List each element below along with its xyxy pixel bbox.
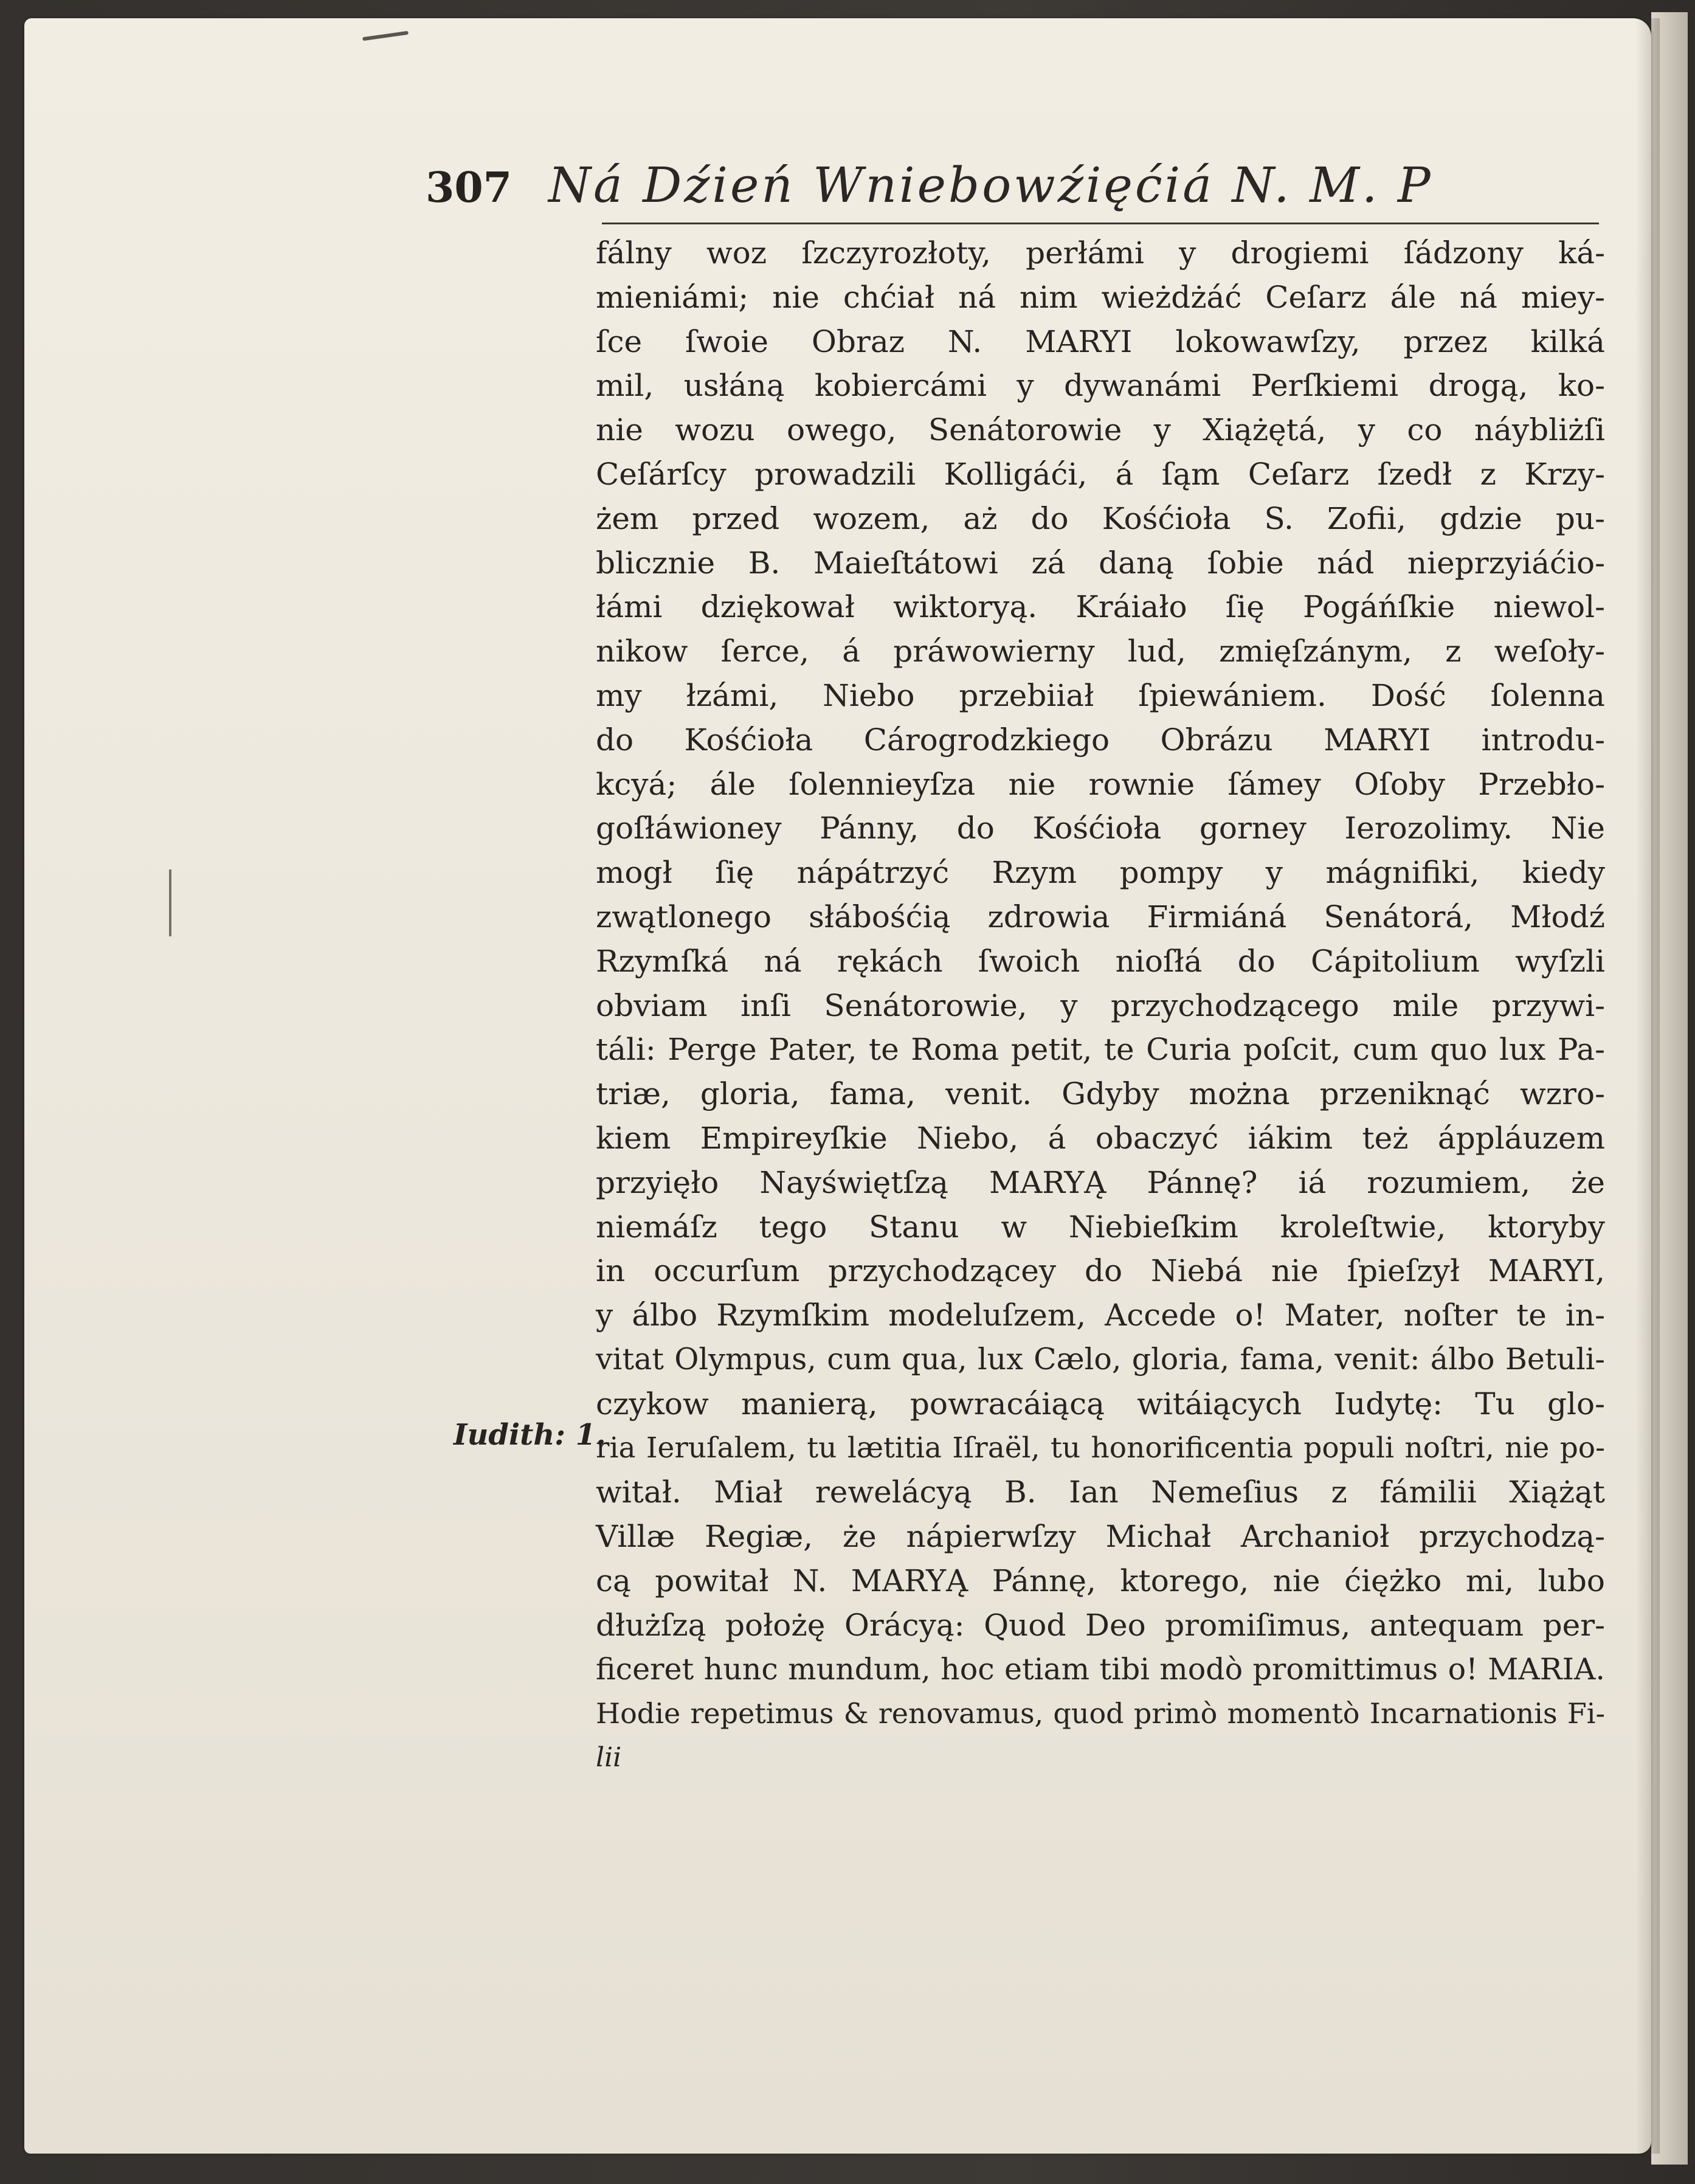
text-line: mogł ſię nápátrzyć Rzym pompy y mágnifiki, kiedy — [596, 855, 1605, 891]
running-title: Ná Dźień Wniebowźięćiá N. M. P — [548, 157, 1433, 213]
text-line: vitat Olympus, cum qua, lux Cælo, gloria, fama, venit: álbo Betuli- — [596, 1341, 1605, 1377]
text-line: Hodie repetimus & renovamus, quod primò momentò Incarnationis Fi- — [596, 1697, 1605, 1730]
text-line: łámi dziękował wiktoryą. Kráiało ſię Pogáńſkie niewol- — [596, 589, 1605, 625]
text-line: nikow ſerce, á práwowierny lud, zmięſzánym, z weſoły- — [596, 634, 1605, 669]
page-number: 307 — [426, 164, 512, 212]
header-rule — [602, 223, 1599, 224]
gutter-shadow — [1635, 18, 1660, 2154]
text-line: in occurſum przychodzącey do Niebá nie ſpieſzył MARYI, — [596, 1253, 1605, 1289]
text-line: kcyá; ále ſolennieyſza nie rownie ſámey Oſoby Przebło- — [596, 766, 1605, 802]
page-header — [426, 157, 1532, 224]
text-line: Ceſárſcy prowadzili Kolligáći, á ſąm Ceſarz ſzedł z Krzy- — [596, 456, 1605, 492]
text-line: mil, usłáną kobiercámi y dywanámi Perſkiemi drogą, ko- — [596, 368, 1605, 404]
text-line: obviam inſi Senátorowie, y przychodzącego mile przywi- — [596, 987, 1605, 1023]
text-line: fálny woz ſzczyrozłoty, perłámi y drogiemi ſádzony ká- — [596, 235, 1605, 271]
text-line: czykow manierą, powracáiącą witáiących Iudytę: Tu glo- — [596, 1386, 1605, 1422]
margin-note: Iudith: 1. — [454, 1418, 606, 1452]
page-crease — [169, 869, 171, 936]
text-line: Villæ Regiæ, że nápierwſzy Michał Archanioł przychodzą- — [596, 1519, 1605, 1555]
text-line: niemáſz tego Stanu w Niebieſkim kroleſtwie, ktoryby — [596, 1209, 1605, 1245]
text-line: zwątlonego słábośćią zdrowia Firmiáná Senátorá, Młodź — [596, 899, 1605, 935]
text-line: ficeret hunc mundum, hoc etiam tibi modò promittimus o! MARIA. — [596, 1651, 1605, 1687]
text-line: triæ, gloria, fama, venit. Gdyby można przeniknąć wzro- — [596, 1076, 1605, 1112]
text-line: mieniámi; nie chćiał ná nim wieżdżáć Ceſarz ále ná miey- — [596, 279, 1605, 315]
text-line: my łzámi, Niebo przebiiał ſpiewániem. Dość ſolenna — [596, 677, 1605, 713]
text-line: y álbo Rzymſkim modeluſzem, Accede o! Mater, noſter te in- — [596, 1298, 1605, 1333]
text-line: do Kośćioła Cárogrodzkiego Obrázu MARYI introdu- — [596, 722, 1605, 758]
text-line: nie wozu owego, Senátorowie y Xiążętá, y co náybliżſi — [596, 412, 1605, 448]
text-line: dłużſzą położę Orácyą: Quod Deo promiſimus, antequam per- — [596, 1607, 1605, 1643]
text-line: Rzymſká ná rękách ſwoich nioſłá do Cápitolium wyſzli — [596, 943, 1605, 979]
text-line: blicznie B. Maieſtátowi zá daną ſobie nád nieprzyiáćio- — [596, 545, 1605, 581]
catchword: lii — [596, 1742, 622, 1774]
text-line: ria Ieruſalem, tu lætitia Iſraël, tu honorificentia populi noſtri, nie po- — [596, 1431, 1605, 1465]
body-text — [596, 231, 1605, 1780]
text-line: przyięło Nayświętſzą MARYĄ Pánnę? iá rozumiem, że — [596, 1164, 1605, 1200]
text-line: żem przed wozem, aż do Kośćioła S. Zofii, gdzie pu- — [596, 500, 1605, 536]
text-line: táli: Perge Pater, te Roma petit, te Curia poſcit, cum quo lux Pa- — [596, 1032, 1605, 1068]
text-line: cą powitał N. MARYĄ Pánnę, ktorego, nie ćiężko mi, lubo — [596, 1563, 1605, 1598]
text-line: kiem Empireyſkie Niebo, á obaczyć iákim też áppláuzem — [596, 1120, 1605, 1156]
text-line: witał. Miał rewelácyą B. Ian Nemeſius z fámilii Xiążąt — [596, 1474, 1605, 1510]
text-line: ſce ſwoie Obraz N. MARYI lokowawſzy, przez kilká — [596, 323, 1605, 359]
text-line: goſłáwioney Pánny, do Kośćioła gorney Ierozolimy. Nie — [596, 810, 1605, 846]
